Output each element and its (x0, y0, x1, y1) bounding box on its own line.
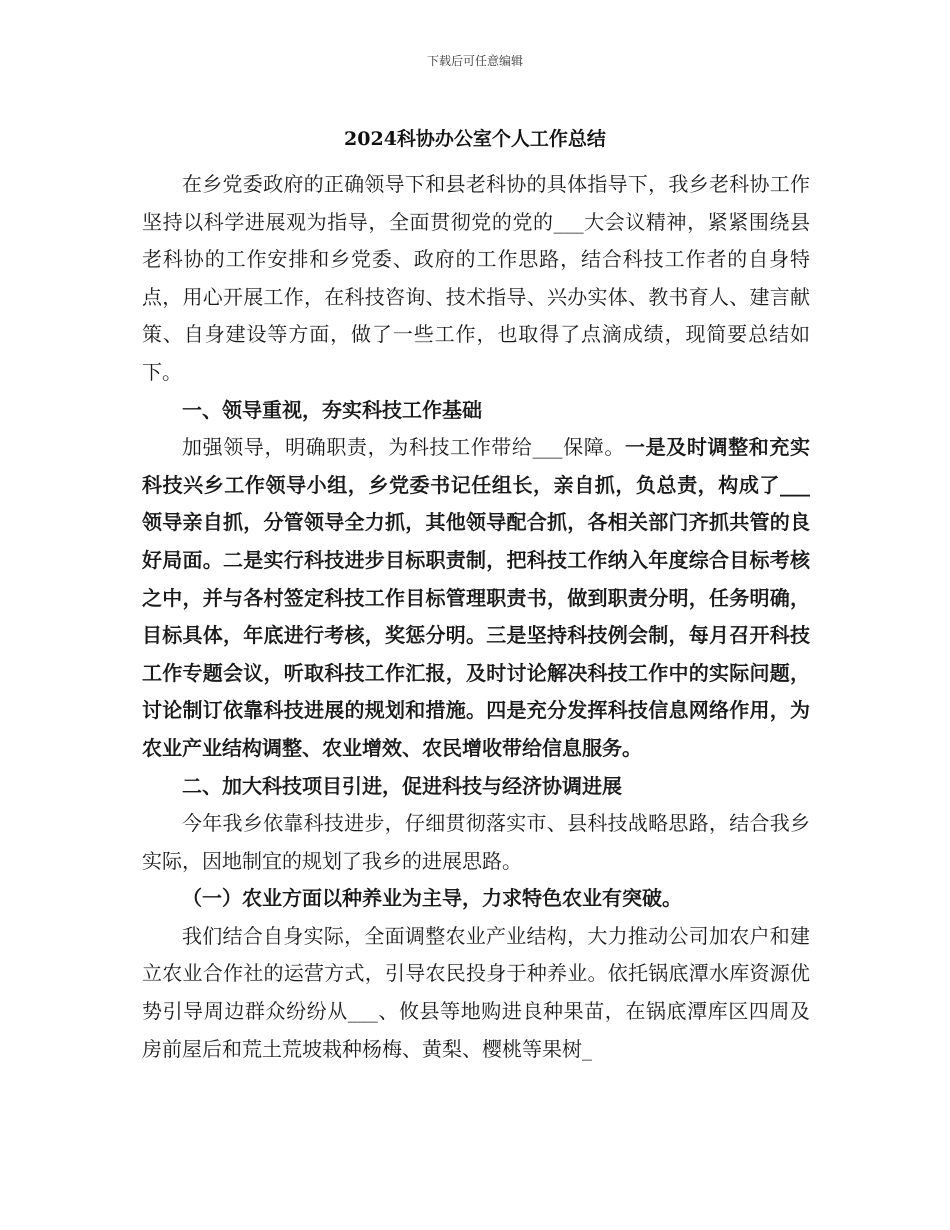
section-heading-1: 一、领导重视，夯实科技工作基础 (182, 397, 482, 422)
document-body (142, 166, 810, 1068)
paragraph-intro: 在乡党委政府的正确领导下和县老科协的具体指导下，我乡老科协工作坚持以科学进展观为指导，全面贯彻党的党的___大会议精神，紧紧围绕县老科协的工作安排和乡党委、政府的工作思路，结合科技工作者的自身特点，用心开展工作，在科技咨询、技术指导、兴办实体、教书育人、建言献策、自身建设等方面，做了一些工作，也取得了点滴成绩，现简要总结如下。 (142, 172, 810, 384)
paragraph-leadership (142, 429, 810, 767)
paragraph-projects: 今年我乡依靠科技进步，仔细贯彻落实市、县科技战略思路，结合我乡实际，因地制宜的规划了我乡的进展思路。 (142, 811, 810, 873)
paragraph-agriculture: 我们结合自身实际，全面调整农业产业结构，大力推动公司加农户和建立农业合作社的运营方式，引导农民投身于种养业。依托锅底潭水库资源优势引导周边群众纷纷从___、攸县等地购进良种果苗，在锅底潭库区四周及房前屋后和荒土荒坡栽种杨梅、黄梨、樱桃等果树_ (142, 923, 810, 1061)
subsection-heading-1: （一）农业方面以种养业为主导，力求特色农业有突破。 (182, 886, 682, 911)
section-heading-2: 二、加大科技项目引进，促进科技与经济协调进展 (182, 773, 622, 798)
document-title: 2024科协办公室个人工作总结 (344, 128, 606, 150)
header-note: 下载后可任意编辑 (426, 54, 523, 68)
paragraph-leadership-normal: 加强领导，明确职责，为科技工作带给___保障。 (182, 435, 626, 460)
paragraph-leadership-bold: 一是及时调整和充实科技兴乡工作领导小组，乡党委书记任组长，亲自抓，负总责，构成了___领导亲自抓，分管领导全力抓，其他领导配合抓，各相关部门齐抓共管的良好局面。二是实行科技进步目标职责制，把科技工作纳入年度综合目标考核之中，并与各村签定科技工作目标管理职责书，做到职责分明，任务明确，目标具体，年底进行考核，奖惩分明。三是坚持科技例会制，每月召开科技工作专题会议，听取科技工作汇报，及时讨论解决科技工作中的实际问题，讨论制订依靠科技进展的规划和措施。四是充分发挥科技信息网络作用，为农业产业结构调整、农业增效、农民增收带给信息服务。 (142, 435, 811, 760)
